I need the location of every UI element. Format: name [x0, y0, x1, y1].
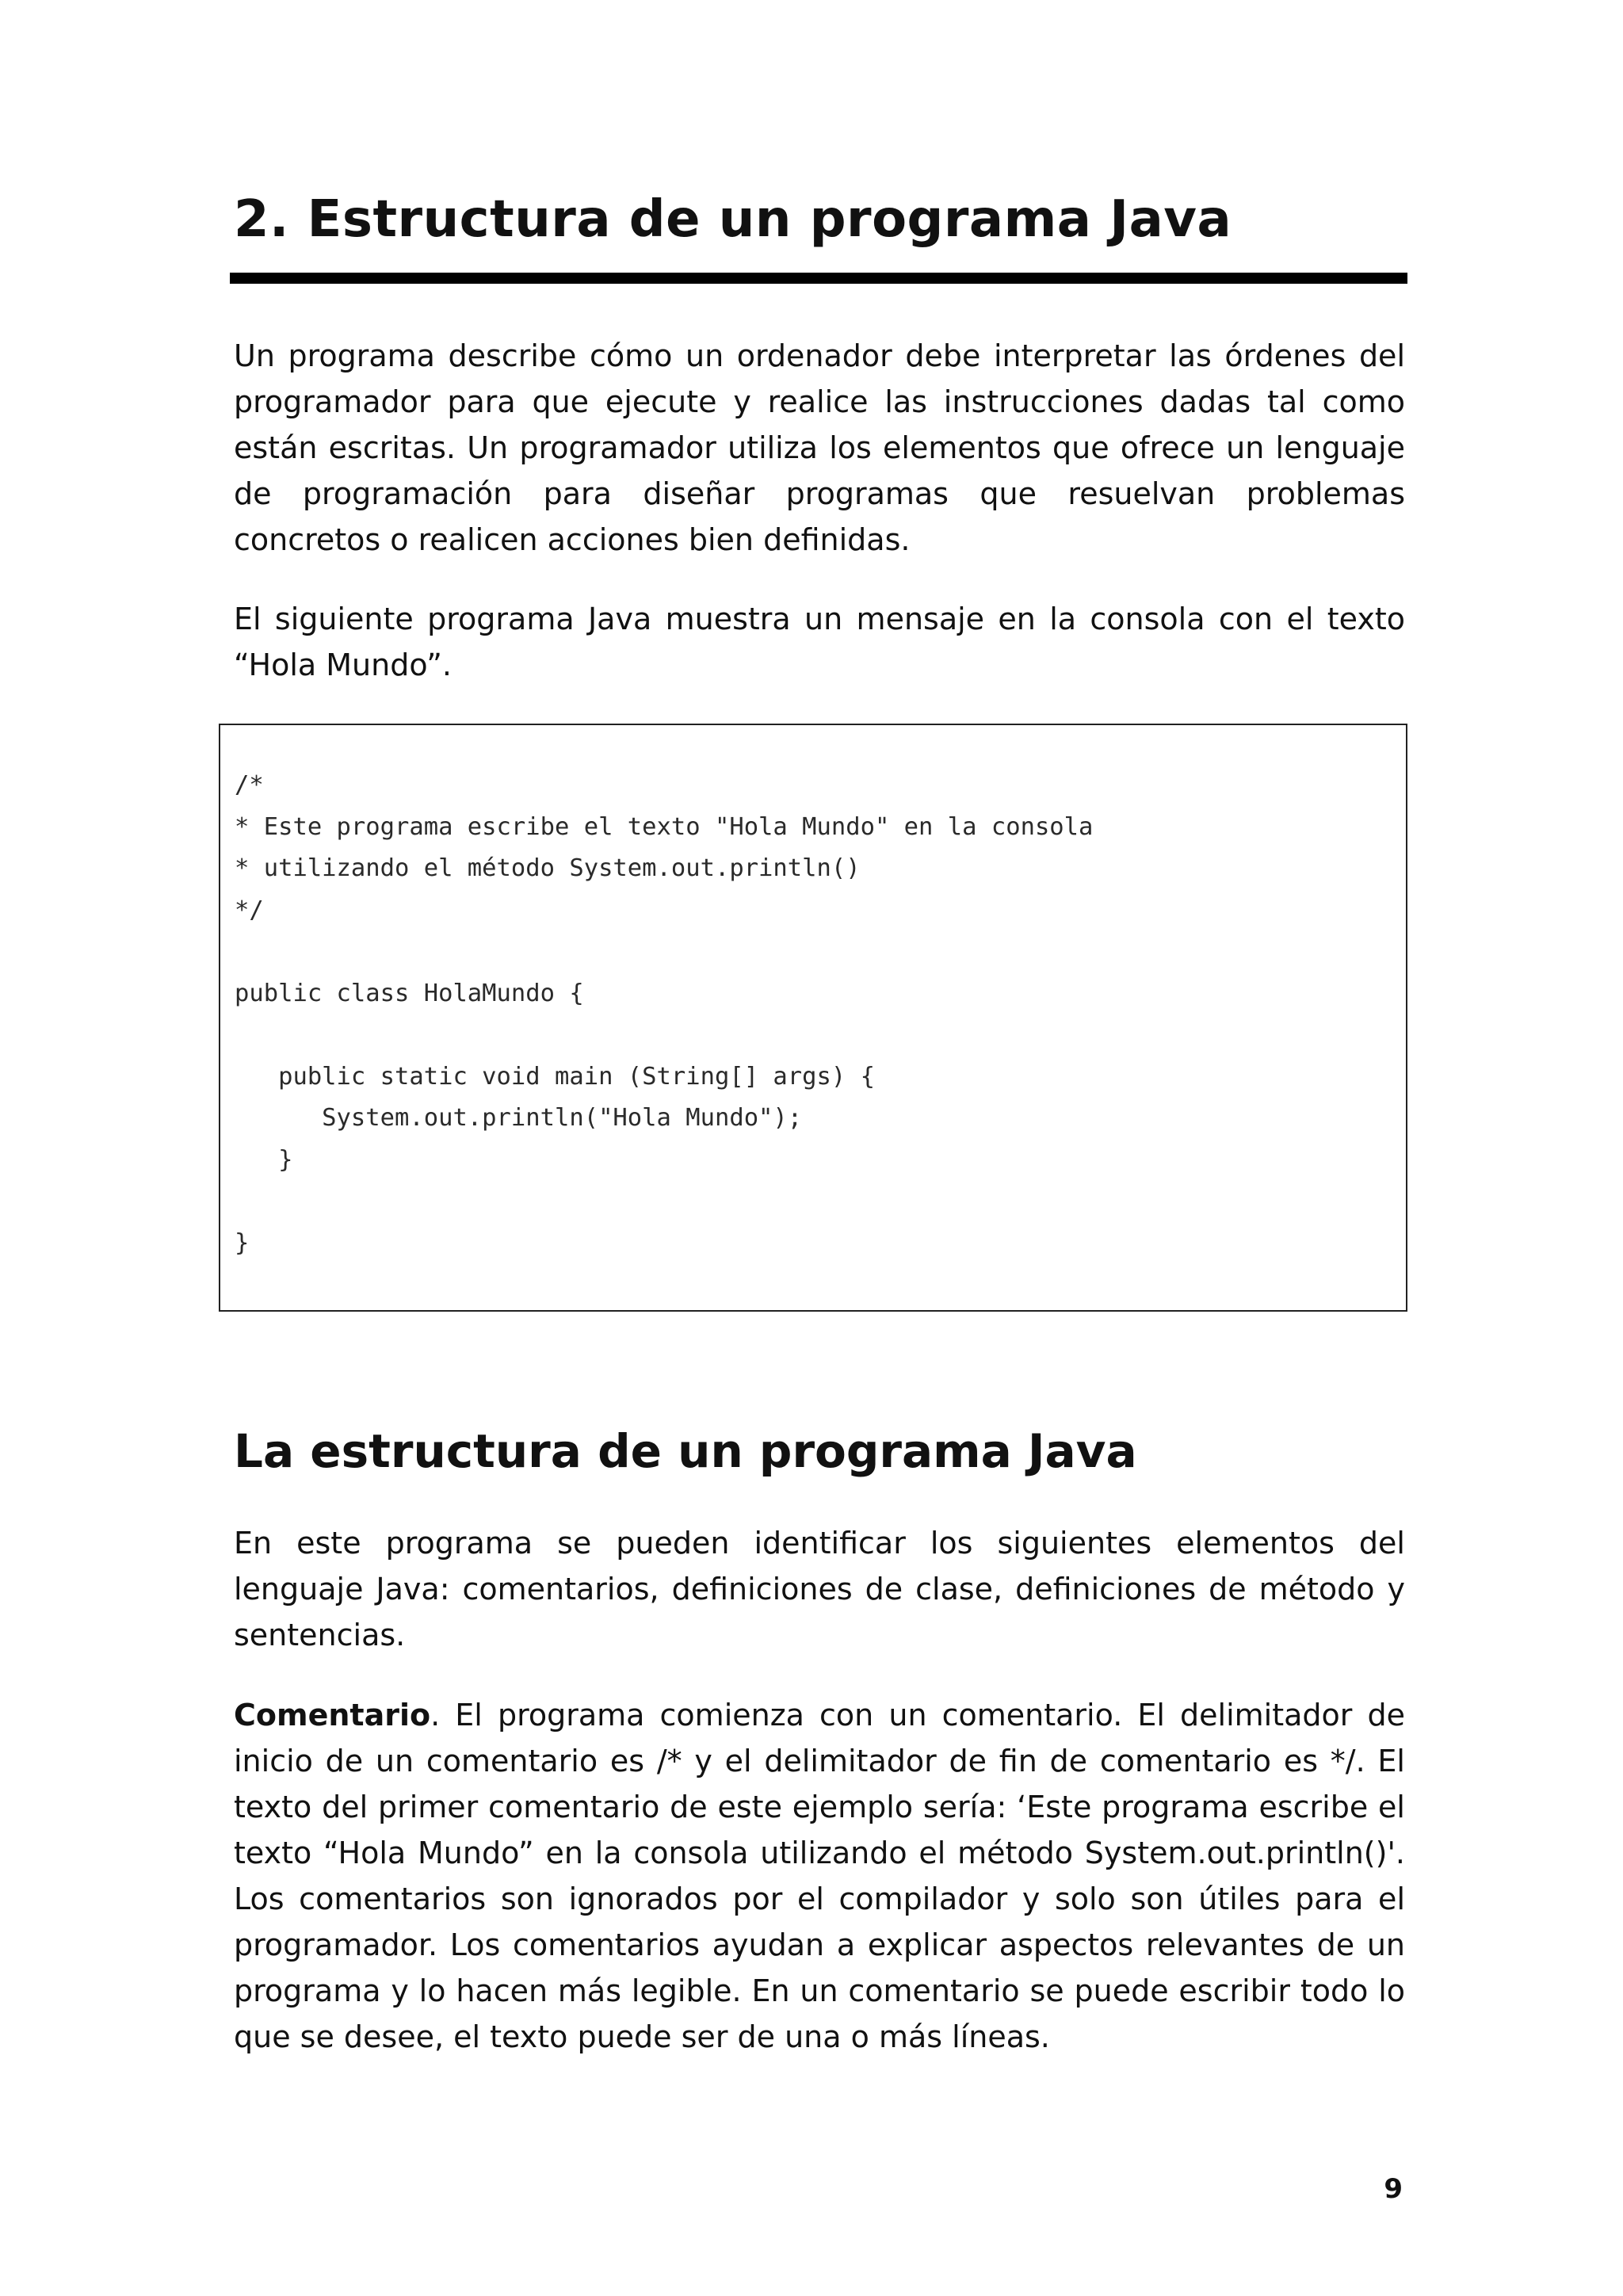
intro-paragraph-1: Un programa describe cómo un ordenador debe interpretar las órdenes del programador para que ejecute y realice las instrucciones dadas tal como están escritas. Un programador utiliza los elementos que ofrece un lenguaje de programación para diseñar programas que resuelvan problemas concretos o realicen acciones bien definidas.	[234, 338, 1405, 557]
comment-description: . El programa comienza con un comentario. El delimitador de inicio de un comentario es /* y el delimitador de fin de comentario es */. El texto del primer comentario de este ejemplo sería: ‘Este programa escribe el texto “Hola Mundo” en la consola utilizando el método System.out.println()'. Los comentarios son ignorados por el compilador y solo son útiles para el programador. Los comentarios ayudan a explicar aspectos relevantes de un programa y lo hacen más legible. En un comentario se puede escribir todo lo que se desee, el texto puede ser de una o más líneas.	[234, 1698, 1405, 2054]
intro-paragraph-2: El siguiente programa Java muestra un mensaje en la consola con el texto “Hola Mundo”.	[234, 602, 1405, 682]
section-title: La estructura de un programa Java	[234, 1424, 1137, 1478]
chapter-title: 2. Estructura de un programa Java	[234, 190, 1232, 249]
comment-term: Comentario	[234, 1698, 431, 1733]
title-underline-rule	[230, 273, 1407, 284]
code-listing-box	[219, 724, 1407, 1312]
comment-paragraph	[234, 1692, 1405, 2060]
section-paragraph-1: En este programa se pueden identificar los siguientes elementos del lenguaje Java: comentarios, definiciones de clase, definiciones de método y sentencias.	[234, 1526, 1405, 1652]
page-number: 9	[1384, 2173, 1403, 2205]
java-code-listing: /* * Este programa escribe el texto "Hola Mundo" en la consola * utilizando el método System.out.println() */ public class HolaMundo { public static void main (String[] args) { System.out.println("Hola Mundo"); } }	[235, 771, 1094, 1257]
